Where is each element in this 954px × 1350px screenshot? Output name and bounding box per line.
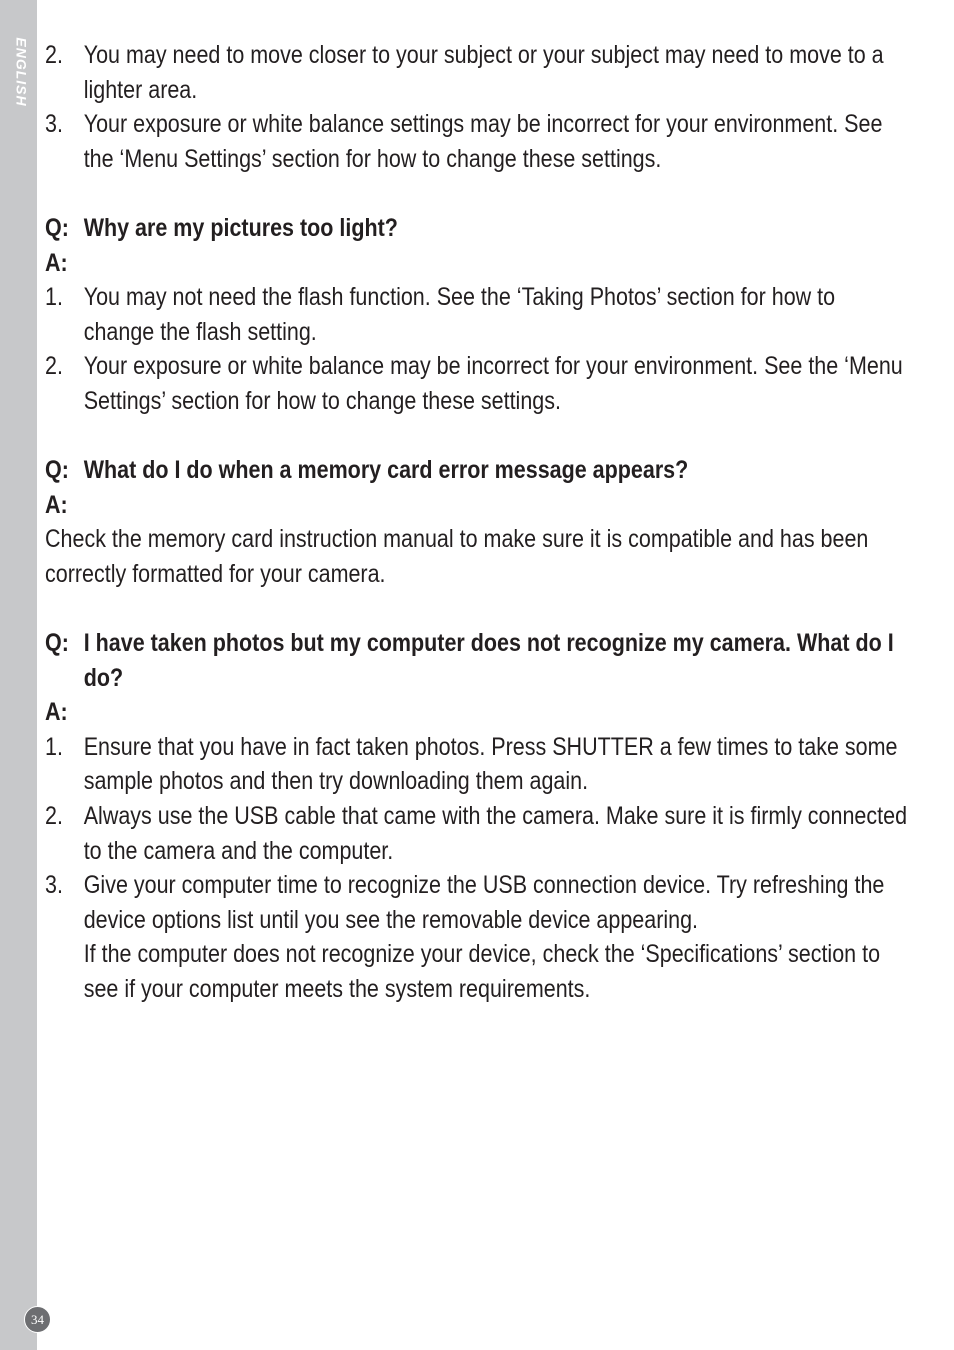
list-item-text: You may need to move closer to your subject or your subject may need to move to a lighter area. bbox=[83, 41, 884, 104]
list-item-number: 1. bbox=[45, 283, 63, 312]
list-item-number: 1. bbox=[45, 732, 63, 761]
list-item-text: Your exposure or white balance may be incorrect for your environment. See the ‘Menu Settings’ section for how to change these settings. bbox=[83, 352, 903, 415]
section-spacer bbox=[45, 592, 909, 627]
question-marker: Q: bbox=[45, 213, 69, 242]
list-item-text: Always use the USB cable that came with the camera. Make sure it is firmly connected to the camera and the computer. bbox=[83, 802, 908, 865]
list-item-text: Give your computer time to recognize the USB connection device. Try refreshing the device options list until you see the removable device appearing. bbox=[83, 871, 885, 934]
sidebar bbox=[0, 0, 44, 1350]
list-item bbox=[45, 799, 909, 868]
section-spacer bbox=[45, 176, 909, 211]
list-item-text: Ensure that you have in fact taken photos. Press SHUTTER a few times to take some sample photos and then try downloading them again. bbox=[83, 732, 898, 796]
list-item bbox=[45, 868, 909, 937]
answer-label: A: bbox=[45, 698, 68, 727]
answer-label: A: bbox=[45, 248, 68, 277]
list-item bbox=[45, 280, 909, 349]
list-item bbox=[45, 937, 909, 1006]
list-item-number: 3. bbox=[45, 110, 63, 139]
question bbox=[45, 211, 909, 246]
list-item-number bbox=[45, 937, 84, 1006]
question-text: What do I do when a memory card error message appears? bbox=[83, 456, 689, 485]
question-marker: Q: bbox=[45, 629, 69, 658]
page-number: 34 bbox=[24, 1306, 51, 1333]
list-item-number: 2. bbox=[45, 41, 63, 69]
list-item-number: 3. bbox=[45, 871, 63, 900]
question-text: Why are my pictures too light? bbox=[83, 213, 398, 242]
question-text: I have taken photos but my computer does not recognize my camera. What do I do? bbox=[83, 629, 894, 692]
question-marker: Q: bbox=[45, 456, 69, 485]
list-item-text: Your exposure or white balance settings may be incorrect for your environment. See the ‘Menu Settings’ section for how to change these settings. bbox=[83, 110, 883, 173]
list-item-number: 2. bbox=[45, 352, 63, 381]
list-item-number: 2. bbox=[45, 802, 63, 831]
faq-content bbox=[45, 38, 909, 1007]
answer-paragraph: Check the memory card instruction manual to make sure it is compatible and has been correctly formatted for your camera. bbox=[45, 525, 869, 588]
list-item bbox=[45, 730, 909, 799]
answer-label: A: bbox=[45, 490, 68, 519]
list-item bbox=[45, 38, 909, 107]
list-item-text: You may not need the flash function. See the ‘Taking Photos’ section for how to change the flash setting. bbox=[83, 283, 836, 346]
section-spacer bbox=[45, 419, 909, 454]
list-item-text: If the computer does not recognize your device, check the ‘Specifications’ section to see if your computer meets the system requirements. bbox=[83, 940, 881, 1004]
language-label: ENGLISH bbox=[14, 36, 31, 107]
question bbox=[45, 626, 909, 695]
list-item bbox=[45, 349, 909, 418]
language-tab bbox=[12, 24, 32, 119]
question bbox=[45, 453, 909, 488]
list-item bbox=[45, 107, 909, 176]
